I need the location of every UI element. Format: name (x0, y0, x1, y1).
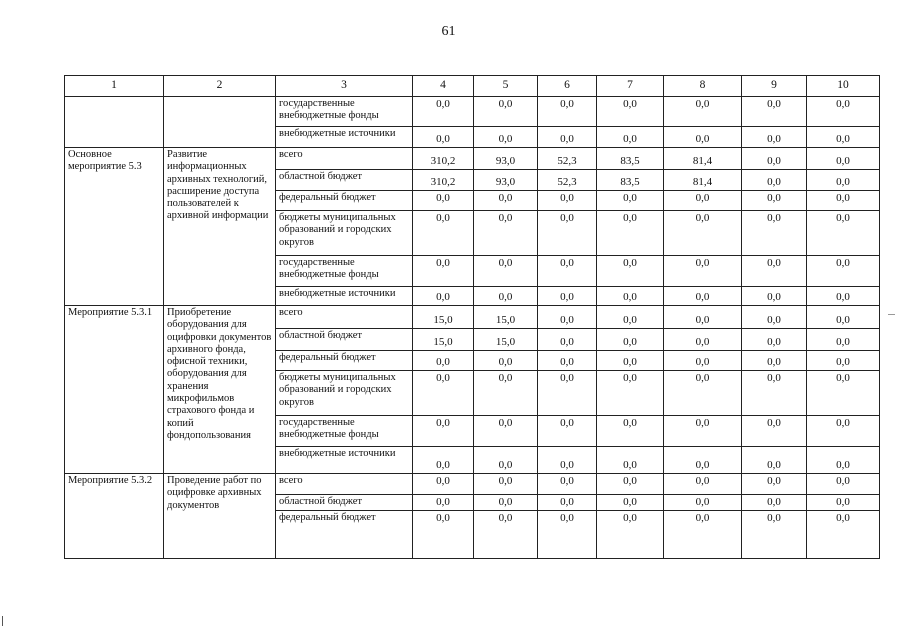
value-cell-col-10: 0,0 (807, 148, 880, 170)
funding-source-cell: бюджеты муниципальных образований и городских округов (276, 371, 413, 416)
value-cell-col-5: 15,0 (474, 329, 538, 351)
value-cell-col-10: 0,0 (807, 306, 880, 329)
funding-source-cell: внебюджетные источники (276, 447, 413, 474)
value-cell-col-5: 0,0 (474, 351, 538, 371)
value-cell-col-8: 0,0 (664, 191, 742, 211)
value-cell-col-7: 0,0 (597, 351, 664, 371)
value-cell-col-7: 0,0 (597, 191, 664, 211)
value-cell-col-8: 0,0 (664, 371, 742, 416)
value-cell-col-7: 0,0 (597, 97, 664, 127)
value-cell-col-5: 93,0 (474, 170, 538, 191)
value-cell-col-9: 0,0 (742, 170, 807, 191)
value-cell-col-6: 0,0 (538, 511, 597, 559)
value-cell-col-9: 0,0 (742, 495, 807, 511)
funding-source-cell: государственные внебюджетные фонды (276, 416, 413, 447)
value-cell-col-4: 0,0 (413, 97, 474, 127)
value-cell-col-4: 0,0 (413, 127, 474, 148)
value-cell-col-7: 0,0 (597, 474, 664, 495)
value-cell-col-8: 0,0 (664, 97, 742, 127)
event-name-cell: Мероприятие 5.3.2 (65, 474, 164, 559)
event-name-cell: Мероприятие 5.3.1 (65, 306, 164, 474)
value-cell-col-9: 0,0 (742, 351, 807, 371)
scan-edge-mark (2, 616, 3, 626)
value-cell-col-9: 0,0 (742, 211, 807, 256)
value-cell-col-7: 0,0 (597, 127, 664, 148)
value-cell-col-10: 0,0 (807, 351, 880, 371)
table-body (65, 97, 880, 559)
value-cell-col-5: 0,0 (474, 127, 538, 148)
value-cell-col-7: 0,0 (597, 511, 664, 559)
value-cell-col-9: 0,0 (742, 474, 807, 495)
value-cell-col-9: 0,0 (742, 306, 807, 329)
col-header-2: 2 (164, 76, 276, 97)
value-cell-col-9: 0,0 (742, 256, 807, 287)
event-description-cell: Развитие информационных архивных технологий, расширение доступа пользователей к архивной информации (164, 148, 276, 306)
value-cell-col-6: 0,0 (538, 474, 597, 495)
event-name-cell (65, 97, 164, 148)
col-header-10: 10 (807, 76, 880, 97)
funding-source-cell: федеральный бюджет (276, 351, 413, 371)
value-cell-col-4: 15,0 (413, 329, 474, 351)
value-cell-col-7: 83,5 (597, 148, 664, 170)
value-cell-col-9: 0,0 (742, 97, 807, 127)
funding-source-cell: областной бюджет (276, 170, 413, 191)
value-cell-col-6: 0,0 (538, 306, 597, 329)
funding-source-cell: федеральный бюджет (276, 191, 413, 211)
value-cell-col-10: 0,0 (807, 511, 880, 559)
table-row (65, 97, 880, 127)
col-header-9: 9 (742, 76, 807, 97)
table-row (65, 306, 880, 329)
scan-edge-dash (888, 314, 895, 315)
table-row (65, 148, 880, 170)
value-cell-col-8: 81,4 (664, 148, 742, 170)
value-cell-col-9: 0,0 (742, 329, 807, 351)
value-cell-col-9: 0,0 (742, 287, 807, 306)
value-cell-col-5: 0,0 (474, 97, 538, 127)
funding-source-cell: государственные внебюджетные фонды (276, 256, 413, 287)
value-cell-col-4: 0,0 (413, 447, 474, 474)
value-cell-col-4: 15,0 (413, 306, 474, 329)
value-cell-col-4: 0,0 (413, 211, 474, 256)
col-header-8: 8 (664, 76, 742, 97)
value-cell-col-4: 310,2 (413, 170, 474, 191)
value-cell-col-10: 0,0 (807, 287, 880, 306)
value-cell-col-6: 0,0 (538, 97, 597, 127)
value-cell-col-6: 0,0 (538, 127, 597, 148)
value-cell-col-6: 0,0 (538, 256, 597, 287)
value-cell-col-4: 0,0 (413, 495, 474, 511)
value-cell-col-5: 0,0 (474, 447, 538, 474)
value-cell-col-5: 0,0 (474, 287, 538, 306)
value-cell-col-6: 0,0 (538, 287, 597, 306)
value-cell-col-7: 0,0 (597, 211, 664, 256)
value-cell-col-7: 0,0 (597, 447, 664, 474)
value-cell-col-5: 0,0 (474, 211, 538, 256)
value-cell-col-10: 0,0 (807, 127, 880, 148)
funding-source-cell: федеральный бюджет (276, 511, 413, 559)
value-cell-col-8: 0,0 (664, 287, 742, 306)
value-cell-col-7: 0,0 (597, 329, 664, 351)
value-cell-col-10: 0,0 (807, 474, 880, 495)
value-cell-col-6: 0,0 (538, 211, 597, 256)
header-row (65, 76, 880, 97)
table-row (65, 474, 880, 495)
value-cell-col-6: 0,0 (538, 329, 597, 351)
value-cell-col-7: 0,0 (597, 256, 664, 287)
event-description-cell: Проведение работ по оцифровке архивных документов (164, 474, 276, 559)
value-cell-col-4: 0,0 (413, 256, 474, 287)
col-header-5: 5 (474, 76, 538, 97)
col-header-6: 6 (538, 76, 597, 97)
value-cell-col-10: 0,0 (807, 97, 880, 127)
value-cell-col-4: 0,0 (413, 351, 474, 371)
value-cell-col-7: 0,0 (597, 416, 664, 447)
value-cell-col-7: 83,5 (597, 170, 664, 191)
event-name-cell: Основное мероприятие 5.3 (65, 148, 164, 306)
value-cell-col-7: 0,0 (597, 495, 664, 511)
value-cell-col-8: 0,0 (664, 474, 742, 495)
value-cell-col-5: 93,0 (474, 148, 538, 170)
value-cell-col-6: 0,0 (538, 416, 597, 447)
value-cell-col-9: 0,0 (742, 416, 807, 447)
value-cell-col-8: 0,0 (664, 211, 742, 256)
value-cell-col-10: 0,0 (807, 447, 880, 474)
funding-source-cell: всего (276, 148, 413, 170)
value-cell-col-5: 15,0 (474, 306, 538, 329)
value-cell-col-4: 0,0 (413, 511, 474, 559)
value-cell-col-5: 0,0 (474, 511, 538, 559)
budget-table (64, 75, 880, 559)
value-cell-col-6: 0,0 (538, 351, 597, 371)
col-header-7: 7 (597, 76, 664, 97)
value-cell-col-5: 0,0 (474, 416, 538, 447)
value-cell-col-10: 0,0 (807, 191, 880, 211)
funding-source-cell: всего (276, 474, 413, 495)
funding-source-cell: областной бюджет (276, 495, 413, 511)
col-header-4: 4 (413, 76, 474, 97)
funding-source-cell: бюджеты муниципальных образований и городских округов (276, 211, 413, 256)
event-description-cell: Приобретение оборудования для оцифровки документов архивного фонда, офисной техники, оборудования для хранения микрофильмов страхового фонда и копий фондопользования (164, 306, 276, 474)
page-number: 61 (441, 24, 456, 39)
value-cell-col-8: 0,0 (664, 511, 742, 559)
value-cell-col-4: 0,0 (413, 287, 474, 306)
value-cell-col-7: 0,0 (597, 371, 664, 416)
funding-source-cell: внебюджетные источники (276, 287, 413, 306)
funding-source-cell: всего (276, 306, 413, 329)
value-cell-col-9: 0,0 (742, 371, 807, 416)
value-cell-col-8: 0,0 (664, 256, 742, 287)
value-cell-col-9: 0,0 (742, 447, 807, 474)
value-cell-col-7: 0,0 (597, 287, 664, 306)
value-cell-col-6: 52,3 (538, 148, 597, 170)
value-cell-col-8: 0,0 (664, 495, 742, 511)
value-cell-col-4: 0,0 (413, 371, 474, 416)
value-cell-col-6: 0,0 (538, 191, 597, 211)
value-cell-col-5: 0,0 (474, 495, 538, 511)
value-cell-col-4: 0,0 (413, 474, 474, 495)
value-cell-col-8: 0,0 (664, 351, 742, 371)
value-cell-col-5: 0,0 (474, 371, 538, 416)
value-cell-col-10: 0,0 (807, 416, 880, 447)
value-cell-col-6: 52,3 (538, 170, 597, 191)
value-cell-col-4: 0,0 (413, 416, 474, 447)
value-cell-col-9: 0,0 (742, 127, 807, 148)
value-cell-col-8: 0,0 (664, 127, 742, 148)
value-cell-col-5: 0,0 (474, 256, 538, 287)
value-cell-col-10: 0,0 (807, 371, 880, 416)
value-cell-col-8: 0,0 (664, 306, 742, 329)
value-cell-col-9: 0,0 (742, 148, 807, 170)
value-cell-col-10: 0,0 (807, 170, 880, 191)
value-cell-col-8: 81,4 (664, 170, 742, 191)
value-cell-col-10: 0,0 (807, 211, 880, 256)
value-cell-col-9: 0,0 (742, 191, 807, 211)
value-cell-col-8: 0,0 (664, 416, 742, 447)
value-cell-col-6: 0,0 (538, 371, 597, 416)
value-cell-col-6: 0,0 (538, 447, 597, 474)
value-cell-col-10: 0,0 (807, 495, 880, 511)
value-cell-col-7: 0,0 (597, 306, 664, 329)
value-cell-col-9: 0,0 (742, 511, 807, 559)
value-cell-col-6: 0,0 (538, 495, 597, 511)
col-header-1: 1 (65, 76, 164, 97)
value-cell-col-5: 0,0 (474, 191, 538, 211)
value-cell-col-8: 0,0 (664, 447, 742, 474)
value-cell-col-4: 310,2 (413, 148, 474, 170)
value-cell-col-10: 0,0 (807, 329, 880, 351)
value-cell-col-8: 0,0 (664, 329, 742, 351)
event-description-cell (164, 97, 276, 148)
funding-source-cell: внебюджетные источники (276, 127, 413, 148)
value-cell-col-4: 0,0 (413, 191, 474, 211)
funding-source-cell: государственные внебюджетные фонды (276, 97, 413, 127)
value-cell-col-10: 0,0 (807, 256, 880, 287)
col-header-3: 3 (276, 76, 413, 97)
funding-source-cell: областной бюджет (276, 329, 413, 351)
value-cell-col-5: 0,0 (474, 474, 538, 495)
